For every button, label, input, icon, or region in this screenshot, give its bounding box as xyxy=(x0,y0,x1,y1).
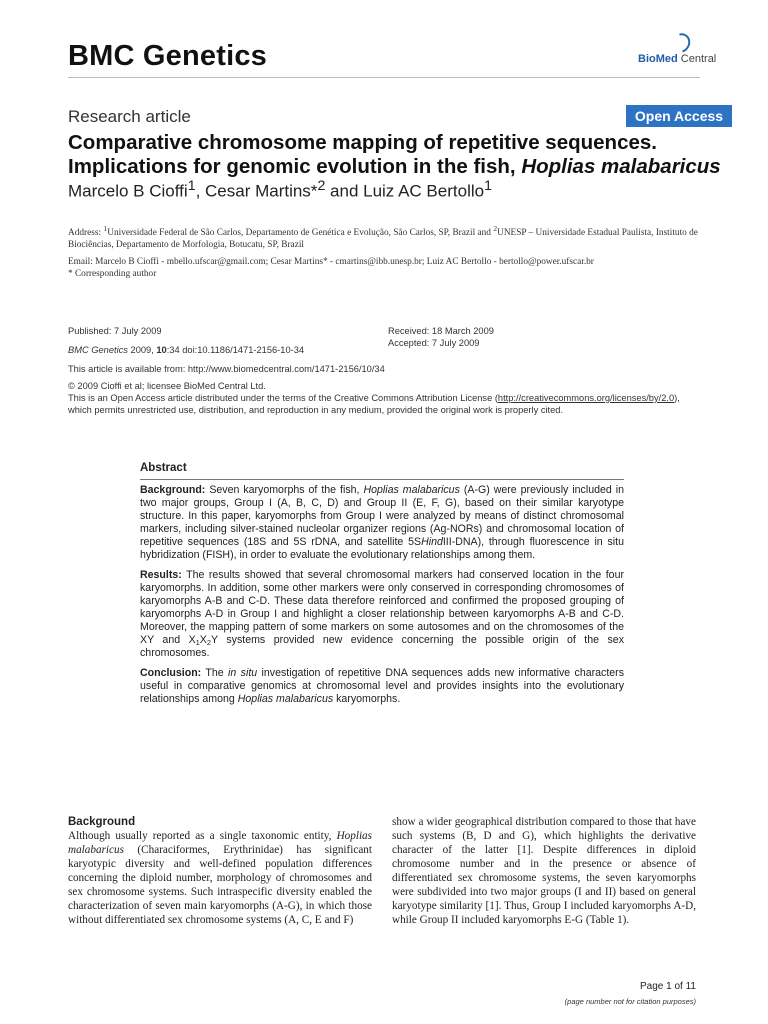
body-column-right: show a wider geographical distribution compared to those that have such systems (B, D and G), which highlights the derivative character of the latter [1]. Despite differences in diploid chromosome number and in the presence or absence of differentiated sex chromosome systems, the seven karyomorphs were subdivided into two major groups (I and II) based on general karyotype similarity [1]. Thus, Group I included karyomorphs A-D, while Group II included karyomorphs E-G (Table 1). xyxy=(392,816,696,926)
biomed-central-logo[interactable] xyxy=(636,33,718,69)
open-access-badge: Open Access xyxy=(626,105,732,127)
body-column-left: Background Although usually reported as a single taxonomic entity, Hoplias malabaricus (Characiformes, Erythrinidae) has significant karyotypic diversity and well-defined population differences concerning the diploid number, morphology of chromosomes and sex chromosome systems. Such intraspecific diversity enabled the characterization of seven main karyomorphs (A-G), in which those without differentiated sex chromosome systems (A, C, E and F) xyxy=(68,816,372,926)
abstract-results: Results: The results showed that several chromosomal markers had conserved location in the four karyomorphs. In addition, some other markers were only conserved in corresponding chromosomes of karyomorphs A-B and C-D. These data therefore reinforced and confirmed the proposed grouping of karyomorphs A-D in Group I and highlight a closer relationship between karyomorphs A-B and C-D. Moreover, the mapping pattern of some markers on some autosomes and on the chromosomes of the XY and $X_1X_2Y$ systems provided new evidence concerning the possible origin of the sex chromosomes. xyxy=(140,569,624,659)
abstract-heading: Abstract xyxy=(140,462,187,474)
abstract-conclusion: Conclusion: The in situ investigation of repetitive DNA sequences adds new informative characters useful in comparative genomics at chromosomal level and provides insights into the evolutionary relationships among Hoplias malabaricus karyomorphs. xyxy=(140,667,624,705)
abstract-background: Background: Seven karyomorphs of the fish, Hoplias malabaricus (A-G) were previously included in two major groups, Group I (A, B, C, D) and Group II (E, F, G), based on their similar karyotype structure. In this paper, karyomorphs from Group I were analyzed by means of distinct chromosomal markers, including silver-stained nucleolar organizer regions (Ag-NORs) and chromosomal location of repetitive sequences (18S and 5S rDNA, and satellite 5SHindIII-DNA), through fluorescence in situ hybridization (FISH), in order to evaluate the evolutionary relationships among them. xyxy=(140,484,624,561)
license-link[interactable]: http://creativecommons.org/licenses/by/2.0 xyxy=(497,393,675,403)
article-type: Research article xyxy=(68,107,191,126)
author-list: Marcelo B Cioffi$^1$, Cesar Martins*$^2$ and Luiz AC Bertollo$^1$ xyxy=(68,178,492,201)
logo-text: Central xyxy=(677,53,717,65)
accepted-date: Accepted: 7 July 2009 xyxy=(388,338,480,348)
citation-line: BMC Genetics 2009, 10:34 doi:10.1186/1471-2156-10-34 xyxy=(68,345,305,355)
abstract-box xyxy=(140,462,624,713)
affiliations: Address: $^1$Universidade Federal de São Carlos, Departamento de Genética e Evolução, São Carlos, SP, Brazil and $^2$UNESP – Universidade Estadual Paulista, Instituto de Biociências, Departamento de Morfologia, Botucatu, SP, Brazil xyxy=(68,224,698,251)
journal-title: BMC Genetics xyxy=(68,40,267,72)
section-heading-background: Background xyxy=(68,816,136,828)
availability-url: This article is available from: http://www.biomedcentral.com/1471-2156/10/34 xyxy=(68,364,385,374)
corresponding-author-note: * Corresponding author xyxy=(68,269,157,279)
received-date: Received: 18 March 2009 xyxy=(388,326,494,336)
article-title: Comparative chromosome mapping of repetitive sequences. Implications for genomic evolution in the fish, Hoplias malabaricus xyxy=(68,131,721,178)
copyright-notice: © 2009 Cioffi et al; licensee BioMed Central Ltd. This is an Open Access article distributed under the terms of the Creative Commons Attribution License (http://creativecommons.org/licenses/by/2.0), which permits unrestricted use, distribution, and reproduction in any medium, provided the original work is properly cited. xyxy=(68,381,680,415)
published-date: Published: 7 July 2009 xyxy=(68,326,162,336)
abstract-divider xyxy=(140,479,624,480)
author-emails: Email: Marcelo B Cioffi - mbello.ufscar@gmail.com; Cesar Martins* - cmartins@ibb.unesp.br; Luiz AC Bertollo - bertollo@power.ufscar.br xyxy=(68,257,594,267)
page-number: Page 1 of 11 xyxy=(640,981,696,992)
page-number-note: (page number not for citation purposes) xyxy=(564,997,696,1006)
title-species: Hoplias malabaricus xyxy=(521,155,721,178)
logo-text-bold: BioMed xyxy=(638,53,678,65)
header-divider xyxy=(68,77,700,78)
